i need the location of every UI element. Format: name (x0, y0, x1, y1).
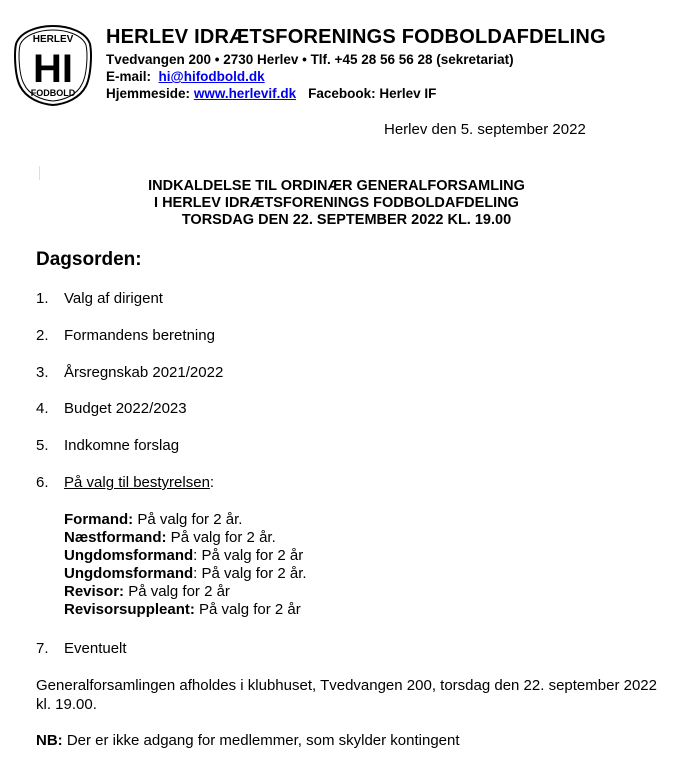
notice-line-1: INDKALDELSE TIL ORDINÆR GENERALFORSAMLING (148, 178, 525, 194)
nb-note (36, 732, 460, 749)
nb-label: NB: (36, 732, 63, 749)
position-row: Ungdomsformand: På valg for 2 år (64, 547, 304, 564)
position-row: Næstformand: På valg for 2 år. (64, 529, 276, 546)
address-line: Tvedvangen 200 • 2730 Herlev • Tlf. +45 28 56 56 28 (sekretariat) (106, 52, 514, 67)
agenda-item: 2. Formandens beretning (36, 327, 215, 344)
position-row: Formand: På valg for 2 år. (64, 511, 243, 528)
org-title: HERLEV IDRÆTSFORENINGS FODBOLDAFDELING (106, 26, 606, 48)
notice-line-2: I HERLEV IDRÆTSFORENINGS FODBOLDAFDELING (154, 195, 519, 211)
web-line (106, 86, 436, 101)
email-line (106, 69, 265, 84)
position-row: Revisor: På valg for 2 år (64, 583, 230, 600)
club-logo (14, 24, 92, 106)
agenda-heading: Dagsorden: (36, 249, 142, 270)
agenda-item: 5. Indkomne forslag (36, 437, 180, 454)
notice-heading (0, 178, 673, 229)
agenda-item: 1. Valg af dirigent (36, 290, 163, 307)
location-paragraph: Generalforsamlingen afholdes i klubhuset, Tvedvangen 200, torsdag den 22. september 2022 kl. 19.00. (36, 677, 657, 713)
election-positions (64, 511, 307, 619)
agenda-item: 3. Årsregnskab 2021/2022 (36, 364, 224, 381)
agenda-item: 4. Budget 2022/2023 (36, 400, 187, 417)
email-label: E-mail: (106, 69, 152, 84)
website-link[interactable]: www.herlevif.dk (193, 86, 297, 101)
logo-monogram: HI (33, 47, 73, 91)
agenda-item: 6. På valg til bestyrelsen: (36, 474, 215, 491)
date-line: Herlev den 5. september 2022 (384, 121, 586, 138)
logo-top-text: HERLEV (32, 34, 74, 45)
notice-line-3: TORSDAG DEN 22. SEPTEMBER 2022 KL. 19.00 (181, 212, 512, 228)
website-label: Hjemmeside: (106, 86, 191, 101)
logo-bottom-text: FODBOLD (30, 88, 76, 98)
position-row: Revisorsuppleant: På valg for 2 år (64, 601, 301, 618)
position-row: Ungdomsformand: På valg for 2 år. (64, 565, 307, 582)
agenda-item: 7. Eventuelt (36, 640, 127, 657)
nb-text: Der er ikke adgang for medlemmer, som skylder kontingent (62, 732, 460, 749)
email-link[interactable]: hi@hifodbold.dk (158, 69, 265, 84)
facebook-text: Facebook: Herlev IF (308, 86, 437, 101)
